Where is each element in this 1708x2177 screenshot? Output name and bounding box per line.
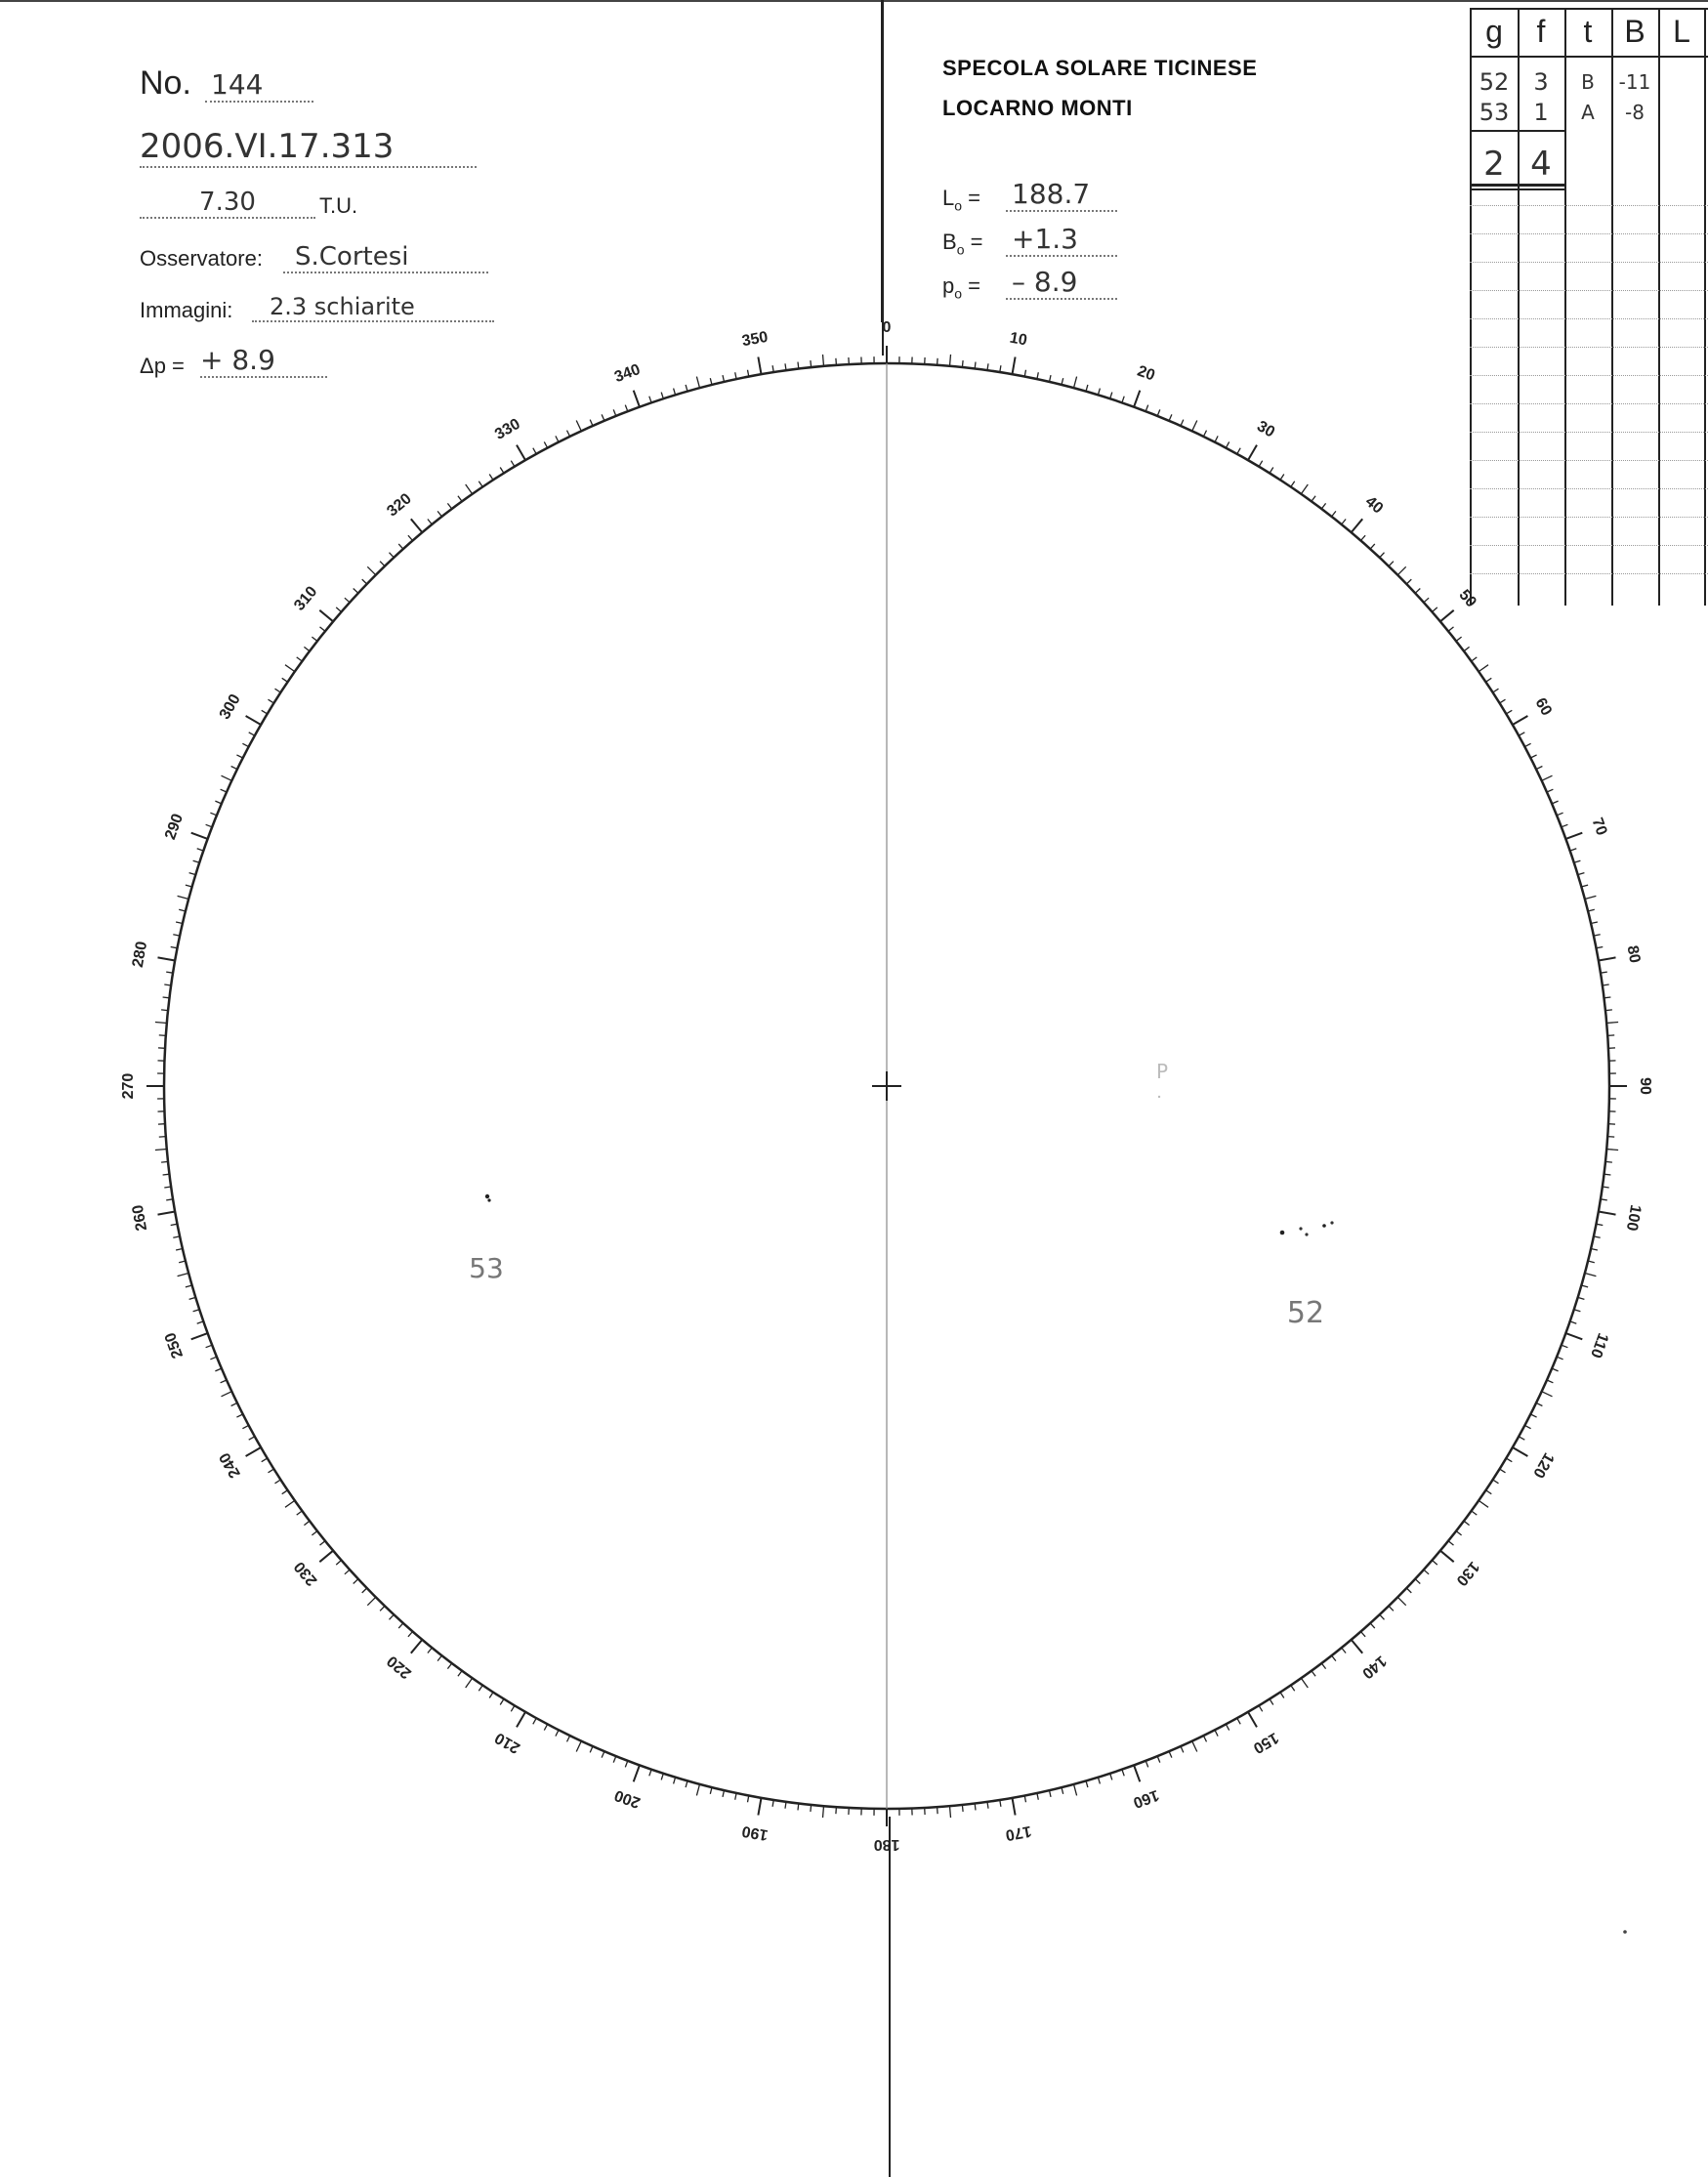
tick-label-170: 170	[1004, 1821, 1033, 1844]
limb-tick	[1479, 665, 1488, 672]
limb-tick	[411, 519, 423, 532]
table-header-g: g	[1485, 14, 1503, 49]
observatory-location: LOCARNO MONTI	[942, 96, 1133, 120]
limb-tick	[1248, 445, 1257, 461]
limb-tick	[1606, 1150, 1618, 1151]
observer-label: Osservatore:	[140, 246, 263, 271]
table-header-t: t	[1583, 14, 1593, 49]
limb-tick	[191, 1333, 208, 1339]
limb-tick	[191, 833, 208, 839]
tick-label-40: 40	[1361, 493, 1387, 518]
tu-label: T.U.	[319, 193, 358, 218]
table-row-2-B: -8	[1625, 101, 1645, 124]
limb-tick	[950, 355, 951, 366]
tick-label-290: 290	[161, 812, 187, 842]
tick-label-50: 50	[1455, 586, 1479, 611]
limb-tick	[1352, 1640, 1363, 1654]
limb-tick	[1013, 1798, 1016, 1816]
limb-tick	[576, 421, 581, 432]
limb-tick	[758, 357, 761, 375]
limb-tick	[1440, 610, 1454, 622]
table-row-1-g: 52	[1479, 68, 1510, 96]
limb-tick	[466, 1678, 473, 1688]
tick-label-350: 350	[740, 328, 770, 351]
tick-label-130: 130	[1452, 1558, 1482, 1589]
stray-mark	[1623, 1930, 1627, 1934]
limb-tick	[158, 957, 176, 960]
limb-tick	[1599, 1212, 1616, 1215]
limb-tick	[1192, 421, 1197, 432]
limb-tick	[319, 1551, 333, 1563]
limb-tick	[158, 1212, 176, 1215]
limb-tick	[517, 445, 525, 461]
table-row-1-f: 3	[1533, 68, 1549, 96]
limb-tick	[758, 1798, 761, 1816]
table-header-B: B	[1624, 14, 1646, 49]
limb-tick	[823, 1806, 824, 1818]
limb-tick	[1585, 1274, 1597, 1277]
images-label: Immagini:	[140, 298, 233, 322]
tick-label-190: 190	[740, 1821, 770, 1844]
limb-tick	[1248, 1712, 1257, 1728]
limb-tick	[1192, 1741, 1197, 1752]
tick-label-60: 60	[1531, 694, 1556, 719]
limb-tick	[1565, 1333, 1582, 1339]
sunspot-group-52	[1280, 1221, 1334, 1235]
tick-label-310: 310	[291, 583, 321, 614]
limb-tick	[823, 355, 824, 366]
limb-tick	[1074, 1784, 1077, 1796]
tick-label-90: 90	[1636, 1077, 1653, 1095]
tick-label-270: 270	[120, 1072, 138, 1100]
table-total-groups: 2	[1483, 145, 1505, 184]
limb-tick	[222, 1392, 232, 1397]
limb-tick	[1134, 391, 1140, 407]
images-value: 2.3 schiarite	[252, 293, 494, 322]
B0-value: +1.3	[1006, 223, 1117, 257]
tick-label-10: 10	[1008, 329, 1029, 350]
limb-tick	[517, 1712, 525, 1728]
limb-tick	[178, 1274, 189, 1277]
number-value: 144	[205, 68, 313, 103]
tick-label-140: 140	[1358, 1652, 1390, 1682]
tick-label-160: 160	[1131, 1785, 1161, 1812]
limb-tick	[319, 610, 333, 622]
limb-tick	[1440, 1551, 1454, 1563]
limb-tick	[1301, 1678, 1308, 1688]
disk-center-cross	[872, 1071, 901, 1101]
limb-tick	[285, 1500, 295, 1507]
limb-tick	[411, 1640, 423, 1654]
delta-p-value: + 8.9	[200, 344, 327, 378]
limb-tick	[576, 1741, 581, 1752]
limb-tick	[1599, 957, 1616, 960]
table-row-2-g: 53	[1479, 99, 1510, 126]
limb-tick	[1397, 566, 1405, 574]
limb-tick	[222, 775, 232, 780]
sunspot-group-53	[485, 1194, 491, 1202]
limb-tick	[285, 665, 295, 672]
tick-label-240: 240	[216, 1449, 244, 1481]
limb-tick	[950, 1806, 951, 1818]
p0-value: – 8.9	[1006, 266, 1117, 300]
observatory-name: SPECOLA SOLARE TICINESE	[942, 56, 1258, 80]
limb-tick	[1513, 1447, 1528, 1456]
group-label-52: 52	[1286, 1296, 1325, 1330]
tick-label-230: 230	[291, 1558, 321, 1589]
tick-label-220: 220	[384, 1652, 415, 1682]
faint-mark	[1156, 1060, 1168, 1098]
limb-tick	[1301, 484, 1308, 494]
tick-label-120: 120	[1529, 1449, 1558, 1481]
limb-tick	[155, 1150, 167, 1151]
tick-label-80: 80	[1623, 943, 1644, 965]
number-label: No.	[140, 64, 191, 102]
table-total-spots: 4	[1530, 145, 1552, 184]
tick-label-150: 150	[1250, 1729, 1281, 1757]
tick-label-200: 200	[612, 1785, 643, 1812]
observer-value: S.Cortesi	[283, 242, 488, 273]
limb-tick	[1479, 1500, 1488, 1507]
tick-label-180: 180	[873, 1835, 900, 1853]
limb-tick	[1585, 896, 1597, 899]
limb-tick	[246, 1447, 262, 1456]
tick-label-110: 110	[1587, 1330, 1611, 1361]
limb-tick	[1513, 716, 1528, 725]
tick-label-260: 260	[129, 1203, 151, 1233]
tick-label-30: 30	[1254, 417, 1278, 441]
limb-tick	[246, 716, 262, 725]
limb-tick	[1542, 775, 1553, 780]
L0-value: 188.7	[1006, 178, 1117, 212]
limb-tick	[634, 1765, 640, 1781]
tick-label-210: 210	[492, 1729, 523, 1757]
limb-tick	[696, 377, 699, 389]
tick-label-300: 300	[216, 691, 244, 723]
limb-tick	[178, 896, 189, 899]
limb-tick	[1606, 1023, 1618, 1024]
limb-tick	[1134, 1765, 1140, 1781]
L0-label: $L_o$ =	[942, 186, 981, 214]
limb-tick	[1565, 833, 1582, 839]
tick-label-0: 0	[882, 319, 892, 337]
limb-tick	[367, 1597, 375, 1605]
tick-label-100: 100	[1622, 1203, 1645, 1233]
p0-label: $p_o$ =	[942, 273, 981, 302]
limb-tick	[155, 1023, 167, 1024]
tick-label-70: 70	[1588, 816, 1610, 838]
time-value: 7.30	[140, 188, 315, 219]
svg-text:P: P	[1156, 1060, 1169, 1083]
limb-tick	[1397, 1597, 1405, 1605]
tick-label-20: 20	[1135, 362, 1157, 385]
table-row-2-t: A	[1581, 101, 1595, 124]
limb-tick	[634, 391, 640, 407]
limb-tick	[367, 566, 375, 574]
tick-label-320: 320	[384, 490, 415, 521]
table-row-1-B: -11	[1618, 70, 1651, 94]
group-label-53: 53	[469, 1252, 504, 1284]
limb-tick	[1074, 377, 1077, 389]
limb-tick	[1352, 519, 1363, 532]
table-row-2-f: 1	[1533, 99, 1549, 126]
tick-label-280: 280	[129, 940, 151, 969]
tick-label-340: 340	[612, 360, 643, 387]
table-header-f: f	[1536, 14, 1546, 49]
tick-label-250: 250	[161, 1330, 187, 1361]
limb-tick	[1013, 357, 1016, 375]
date-value: 2006.VI.17.313	[140, 127, 477, 168]
tick-label-330: 330	[492, 415, 523, 443]
delta-p-label: Δp =	[140, 354, 185, 378]
table-row-1-t: B	[1581, 70, 1595, 94]
limb-tick	[696, 1784, 699, 1796]
B0-label: $B_o$ =	[942, 230, 983, 258]
limb-tick	[466, 484, 473, 494]
table-header-L: L	[1673, 14, 1690, 49]
limb-tick	[1542, 1392, 1553, 1397]
